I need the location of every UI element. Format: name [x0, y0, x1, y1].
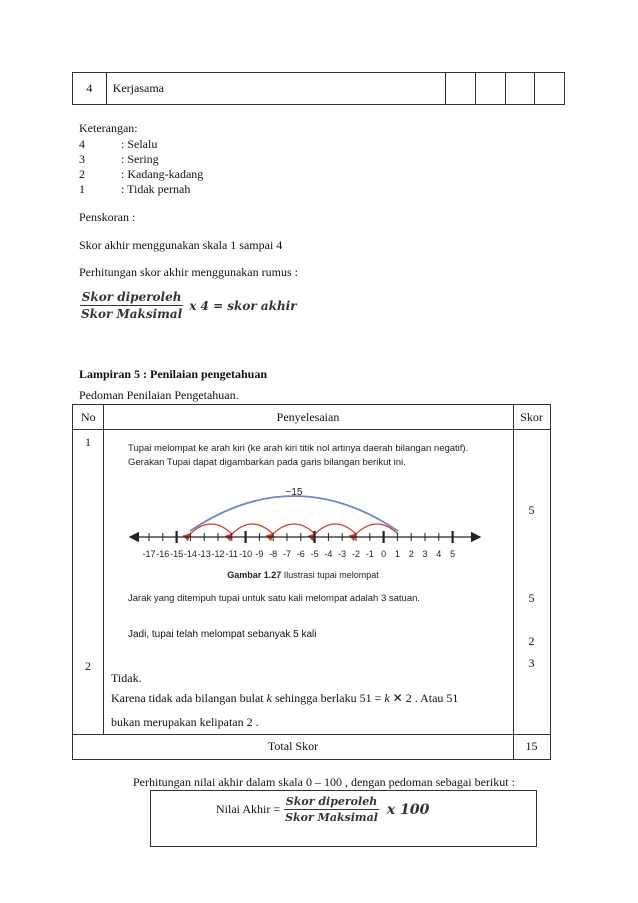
- keterangan-item: 1 : Tidak pernah: [79, 182, 191, 196]
- formula-denominator: Skor Maksimal: [81, 307, 183, 321]
- lampiran-subtitle: Pedoman Penilaian Pengetahuan.: [79, 388, 239, 402]
- final-intro: Perhitungan nilai akhir dalam skala 0 – 100 , dengan pedoman sebagai berikut :: [133, 775, 515, 789]
- hop-arc: [356, 524, 398, 534]
- number-line-figure: [128, 479, 493, 577]
- total-value: 15: [525, 739, 538, 753]
- tick-label: -16: [156, 549, 170, 559]
- tick-label: -3: [338, 549, 347, 559]
- keterangan-list: [79, 137, 203, 197]
- score-value: 3: [528, 656, 535, 670]
- penskoran-skala: Skor akhir menggunakan skala 1 sampai 4: [79, 238, 283, 252]
- tick-label: 1: [394, 549, 400, 559]
- tick-label: -13: [197, 549, 211, 559]
- final-numerator: Skor diperoleh: [285, 795, 378, 808]
- keterangan-item: 4 : Selalu: [79, 137, 158, 151]
- tick-label: 0: [381, 549, 387, 559]
- final-label: Nilai Akhir =: [216, 802, 281, 816]
- score-value: 5: [528, 591, 535, 605]
- tick-label: -17: [142, 549, 156, 559]
- total-label: Total Skor: [267, 739, 319, 753]
- tick-label: -8: [269, 549, 278, 559]
- tick-label: 2: [408, 549, 414, 559]
- tick-label: -9: [255, 549, 264, 559]
- tick-label: 4: [436, 549, 442, 559]
- header-no: No: [81, 410, 96, 424]
- tick-label: -11: [225, 549, 238, 559]
- arc-label: −15: [285, 487, 303, 498]
- figure-caption: Gambar 1.27 Ilustrasi tupai melompat: [227, 570, 379, 580]
- keterangan-title: Keterangan:: [79, 121, 138, 135]
- final-fraction: [283, 795, 380, 824]
- attitude-table-row: [72, 72, 565, 105]
- hop-arc: [315, 524, 356, 534]
- final-denominator: Skor Maksimal: [285, 811, 378, 824]
- lampiran-title: Lampiran 5 : Penilaian pengetahuan: [79, 367, 268, 381]
- tick-label: -1: [365, 549, 374, 559]
- formula-rest: x 4 = skor akhir: [189, 298, 297, 313]
- header-solution: Penyelesaian: [276, 410, 340, 424]
- tick-label: -10: [239, 549, 253, 559]
- tick-label: -15: [170, 549, 184, 559]
- score-value: 2: [528, 634, 535, 648]
- formula-numerator: Skor diperoleh: [81, 290, 182, 304]
- hop-arc: [273, 524, 315, 534]
- karena-text: Karena tidak ada bilangan bulat k sehingga berlaku 51 = k ✕ 2 . Atau 51: [111, 691, 459, 705]
- score-cell: [505, 73, 535, 105]
- formula-fraction: [79, 290, 184, 321]
- row-number-1: 1: [85, 435, 91, 449]
- tick-label: -14: [183, 549, 197, 559]
- final-formula-box: [150, 790, 537, 847]
- score-cell: [535, 73, 565, 105]
- tick-label: -12: [211, 549, 225, 559]
- final-multiplier: x 100: [386, 801, 430, 818]
- tick-label: 5: [450, 549, 456, 559]
- tidak-text: Tidak.: [111, 671, 142, 685]
- penskoran-title: Penskoran :: [79, 210, 136, 224]
- penskoran-rumus-intro: Perhitungan skor akhir menggunakan rumus :: [79, 265, 298, 279]
- tick-label: -6: [296, 549, 305, 559]
- hop-arc: [232, 524, 273, 534]
- assessment-table: [72, 404, 551, 760]
- tick-label: -5: [310, 549, 319, 559]
- score-cell: [475, 73, 505, 105]
- final-formula: [216, 795, 429, 824]
- jarak-text: Jarak yang ditempuh tupai untuk satu kali melompat adalah 3 satuan.: [128, 593, 421, 604]
- row-number-2: 2: [85, 659, 91, 673]
- jadi-text: Jadi, tupai telah melompat sebanyak 5 kali: [128, 629, 317, 640]
- figure-intro-1: Tupai melompat ke arah kiri (ke arah kiri titik nol artinya daerah bilangan negatif).: [128, 443, 469, 454]
- keterangan-item: 3 : Sering: [79, 152, 159, 166]
- keterangan-item: 2 : Kadang-kadang: [79, 167, 204, 181]
- tick-label: -2: [351, 549, 361, 559]
- score-value: 5: [528, 503, 535, 517]
- header-score: Skor: [520, 410, 543, 424]
- row-number: 4: [73, 73, 107, 105]
- tick-label: 3: [422, 549, 428, 559]
- figure-intro-2: Gerakan Tupai dapat digambarkan pada garis bilangan berikut ini.: [128, 457, 406, 468]
- score-cell: [446, 73, 476, 105]
- hop-arc: [190, 524, 232, 534]
- tick-label: -7: [282, 549, 292, 559]
- tick-label: -4: [324, 549, 333, 559]
- row-item: Kerjasama: [106, 73, 446, 105]
- skor-akhir-formula: [79, 290, 297, 321]
- bukan-text: bukan merupakan kelipatan 2 .: [111, 715, 259, 729]
